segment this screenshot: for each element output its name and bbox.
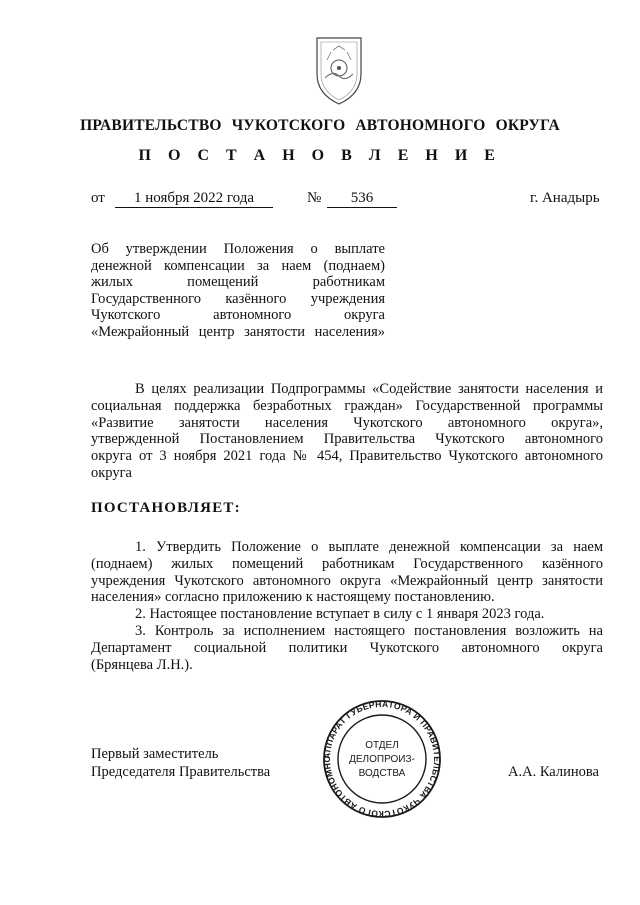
number-sign: №: [307, 190, 322, 206]
item-1-line: (поднаем) жилых помещений работникам Государственного казённого: [91, 555, 603, 572]
document-number: 536: [327, 190, 397, 208]
preamble-line: социальная поддержка безработных граждан» Государственной программы: [91, 397, 603, 414]
preamble-line: утвержденной Постановлением Правительства Чукотского автономного: [91, 431, 603, 448]
stamp-line-1: ОТДЕЛ: [365, 740, 399, 751]
item-3: [91, 623, 603, 673]
preamble-line: округа от 3 ноября 2021 года № 454, Правительство Чукотского автономного: [91, 448, 603, 465]
coat-of-arms-icon: [303, 30, 375, 110]
preamble: [91, 381, 603, 482]
stamp-ring-text: АППАРАТ ГУБЕРНАТОРА И ПРАВИТЕЛЬСТВА ЧУКОТСКОГО АВТОНОМНО: [321, 700, 443, 818]
document-title: [91, 241, 385, 341]
title-line: Чукотского автономного округа: [91, 307, 385, 324]
date-prefix: от: [91, 190, 105, 206]
signatory-position-line-2: Председателя Правительства: [91, 764, 271, 780]
signatory-position-line-1: Первый заместитель: [91, 746, 219, 762]
item-1-line: населения» согласно приложению к настоящему постановлению.: [91, 589, 495, 606]
item-3-line: Департамент социальной политики Чукотского автономного округа: [91, 639, 603, 656]
city: г. Анадырь: [530, 190, 600, 206]
item-1: [91, 539, 603, 606]
title-line: жилых помещений работникам: [91, 274, 385, 291]
organization-name: ПРАВИТЕЛЬСТВО ЧУКОТСКОГО АВТОНОМНОГО ОКРУГА: [80, 117, 560, 134]
document-date: 1 ноября 2022 года: [115, 190, 273, 208]
preamble-line: «Развитие занятости населения Чукотского автономного округа»,: [91, 414, 603, 431]
office-stamp: [318, 700, 446, 818]
document-type: П О С Т А Н О В Л Е Н И Е: [138, 147, 502, 164]
stamp-line-3: ВОДСТВА: [358, 768, 406, 779]
item-2: 2. Настоящее постановление вступает в силу с 1 января 2023 года.: [135, 606, 545, 622]
signatory-name: А.А. Калинова: [508, 764, 599, 780]
item-1-line: учреждения Чукотского автономного округа «Межрайонный центр занятости: [91, 572, 603, 589]
item-3-line: (Брянцева Л.Н.).: [91, 656, 193, 673]
title-line: «Межрайонный центр занятости населения»: [91, 323, 385, 340]
item-1-line: 1. Утвердить Положение о выплате денежной компенсации за наем: [135, 539, 603, 555]
title-line: Об утверждении Положения о выплате: [91, 241, 385, 257]
item-3-line: 3. Контроль за исполнением настоящего постановления возложить на: [135, 623, 603, 639]
title-line: Государственного казённого учреждения: [91, 290, 385, 307]
preamble-line: округа: [91, 464, 132, 481]
stamp-line-2: ДЕЛОПРОИЗ-: [349, 754, 415, 765]
title-line: денежной компенсации за наем (поднаем): [91, 257, 385, 274]
preamble-line: В целях реализации Подпрограммы «Содействие занятости населения и: [135, 381, 603, 397]
decree-word: ПОСТАНОВЛЯЕТ:: [91, 500, 241, 516]
